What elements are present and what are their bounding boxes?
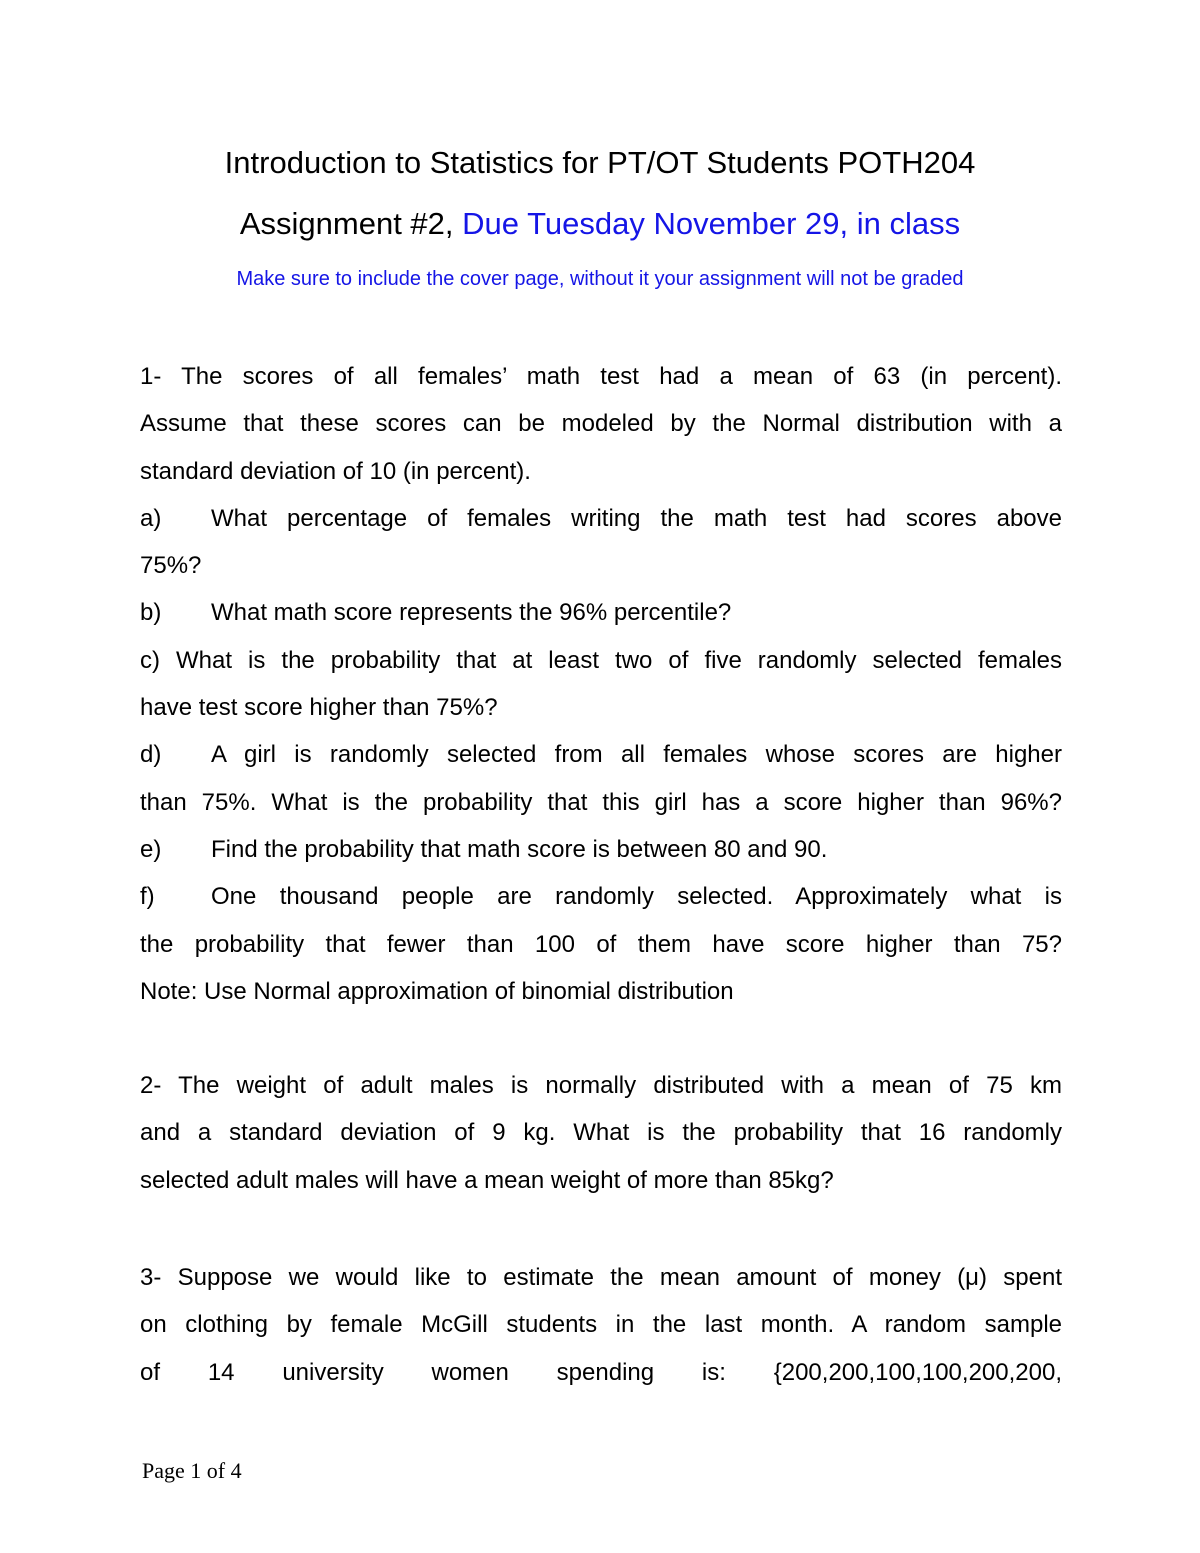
question-3 — [140, 1254, 1062, 1396]
part-f-note: Note: Use Normal approximation of binomial distribution — [140, 977, 734, 1005]
part-d-text: A girl is randomly selected from all females whose scores are higher — [211, 741, 1062, 769]
part-f-text: One thousand people are randomly selected. Approximately what is — [211, 883, 1062, 911]
due-date: Due Tuesday November 29, in class — [462, 206, 961, 241]
q1-part-b — [140, 589, 1062, 636]
part-d-text-cont: than 75%. What is the probability that this girl has a score higher than 96%? — [140, 788, 1062, 816]
part-d-label: d) — [140, 741, 162, 769]
assignment-label: Assignment #2, — [239, 206, 463, 241]
page-number: Page 1 of 4 — [142, 1458, 242, 1483]
q1-part-d — [140, 731, 1062, 778]
part-c-text-cont: have test score higher than 75%? — [140, 694, 498, 722]
q1-part-e — [140, 826, 1062, 873]
q1-line-3: standard deviation of 10 (in percent). — [140, 457, 531, 485]
part-f-label: f) — [140, 883, 155, 911]
q2-line-3: selected adult males will have a mean weight of more than 85kg? — [140, 1166, 834, 1194]
q3-line-2: on clothing by female McGill students in the last month. A random sample — [140, 1311, 1062, 1339]
document-title: Introduction to Statistics for PT/OT Students POTH204 — [224, 145, 976, 180]
part-a-text: What percentage of females writing the math test had scores above — [211, 504, 1062, 532]
part-a-label: a) — [140, 504, 162, 532]
q1-part-a — [140, 495, 1062, 542]
q2-line-1: 2- The weight of adult males is normally distributed with a mean of 75 km — [140, 1072, 1062, 1099]
cover-page-note: Make sure to include the cover page, without it your assignment will not be graded — [236, 268, 964, 290]
question-1 — [140, 353, 1062, 1015]
part-e-text: Find the probability that math score is between 80 and 90. — [211, 835, 828, 863]
assignment-heading — [0, 206, 1200, 242]
part-e-label: e) — [140, 835, 162, 863]
part-b-text: What math score represents the 96% percentile? — [211, 599, 732, 627]
q2-line-2: and a standard deviation of 9 kg. What is the probability that 16 randomly — [140, 1119, 1062, 1147]
q1-part-f — [140, 873, 1062, 920]
q3-line-1: 3- Suppose we would like to estimate the mean amount of money (μ) spent — [140, 1264, 1062, 1291]
q1-line-2: Assume that these scores can be modeled by the Normal distribution with a — [140, 410, 1062, 438]
q1-part-c: c) What is the probability that at least two of five randomly selected females — [140, 646, 1062, 674]
q3-line-3: of 14 university women spending is: {200,200,100,100,200,200, — [140, 1358, 1062, 1386]
question-2 — [140, 1062, 1062, 1204]
part-b-label: b) — [140, 599, 162, 627]
q1-line-1: 1- The scores of all females’ math test had a mean of 63 (in percent). — [140, 363, 1062, 390]
part-f-text-cont: the probability that fewer than 100 of them have score higher than 75? — [140, 930, 1062, 958]
part-a-text-cont: 75%? — [140, 552, 202, 580]
